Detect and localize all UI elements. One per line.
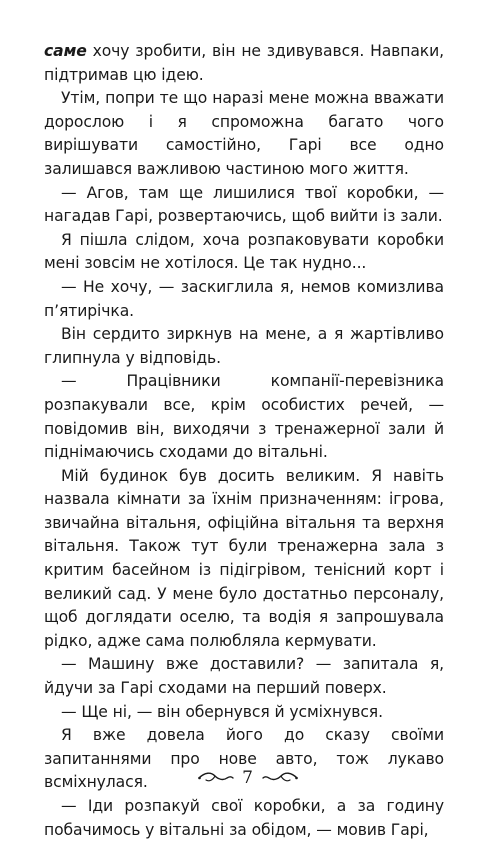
paragraph: — Працівники компанії-перевізника розпакували все, крім особистих речей, — повідомив він, виходячи з тренажерної зали й піднімаючись сходами до вітальні. — [44, 372, 444, 462]
paragraph: Я пішла слідом, хоча розпаковувати коробки мені зовсім не хотілося. Це так нудно... — [44, 230, 444, 273]
paragraph: — Агов, там ще лишилися твої коробки, — нагадав Гарі, розвертаючись, щоб вийти із зали. — [44, 183, 444, 226]
paragraph: Утім, попри те що наразі мене можна вважати дорослою і я спроможна багато чого вирішувати самостійно, Гарі все одно залишався важливою частиною мого життя. — [44, 89, 444, 178]
paragraph: — Не хочу, — заскиглила я, немов комизлива п’ятирічка. — [44, 277, 444, 320]
page-number: 7 — [242, 768, 253, 788]
body-text — [44, 40, 444, 842]
paragraph: — Машину вже доставили? — запитала я, йдучи за Гарі сходами на перший поверх. — [44, 655, 444, 698]
paragraph-continued — [44, 40, 444, 87]
paragraph: — Ще ні, — він обернувся й усміхнувся. — [61, 702, 383, 721]
right-flourish-icon — [261, 770, 299, 786]
paragraph: — Іди розпакуй свої коробки, а за годину побачимось у вітальні за обідом, — мовив Гарі, — [44, 797, 444, 839]
left-flourish-icon — [197, 770, 235, 786]
paragraph: Він сердито зиркнув на мене, а я жартівливо глипнула у відповідь. — [44, 325, 444, 367]
page-footer — [0, 763, 495, 793]
emphasized-word: саме — [44, 42, 87, 60]
paragraph-text: хочу зробити, він не здивувався. Навпаки, підтримав цю ідею. — [44, 42, 444, 84]
paragraph: Мій будинок був досить великим. Я навіть назвала кімнати за їхнім призначенням: ігрова, звичайна вітальня, офіційна вітальня та верхня вітальня. Також тут були тренажерна зала з критим басейном із підігрівом, тенісний корт і великий сад. У мене було достатньо персоналу, щоб доглядати оселю, та водія я запрошувала рідко, адже сама полюбляла кермувати. — [44, 466, 444, 650]
paragraph: Я вже довела його до сказу своїми запитаннями про нове авто, тож лукаво всміхнулася. — [44, 726, 444, 792]
